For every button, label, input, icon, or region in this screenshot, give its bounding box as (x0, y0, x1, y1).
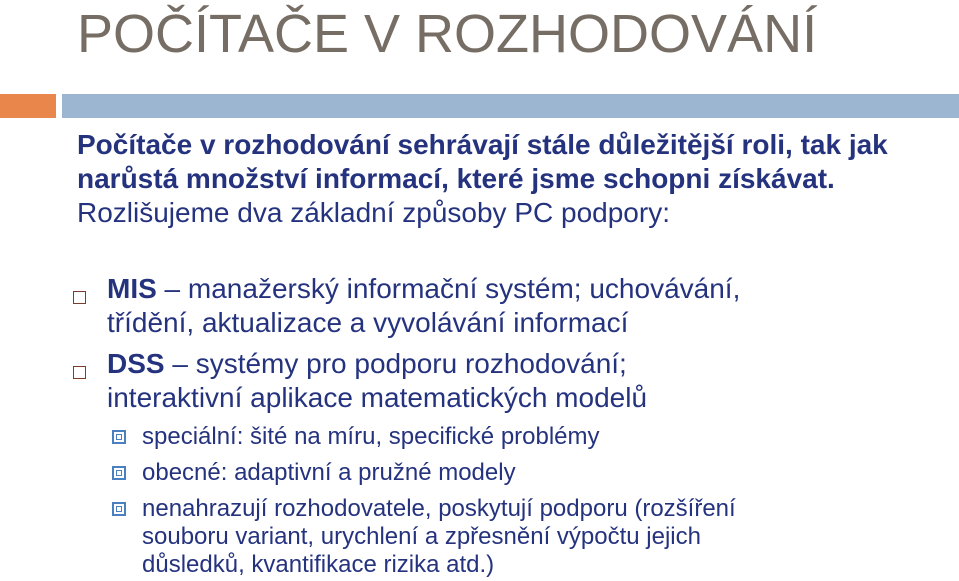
intro-normal-text: Rozlišujeme dva základní způsoby PC podpory: (77, 197, 670, 228)
slide-title: POČÍTAČE V ROZHODOVÁNÍ (77, 4, 818, 64)
bullet-square-icon (73, 366, 86, 379)
sub-bullet-square-icon (112, 430, 126, 444)
list-item-dss (107, 347, 647, 415)
dss-term: DSS (107, 348, 165, 379)
dss-desc-1: – systémy pro podporu rozhodování; (164, 348, 627, 379)
sub-bullet-square-icon (112, 502, 126, 516)
mis-line-1 (107, 272, 740, 306)
list-item-mis (107, 272, 740, 340)
sub-item-line: speciální: šité na míru, specifické problémy (142, 423, 600, 450)
sub-item-general (142, 459, 516, 487)
dss-line-1 (107, 347, 647, 381)
dss-line-2: interaktivní aplikace matematických modelů (107, 382, 648, 413)
mis-line-2: třídění, aktualizace a vyvolávání informací (107, 307, 629, 338)
sub-item-line: souboru variant, urychlení a zpřesnění výpočtu jejich (142, 523, 701, 550)
mis-desc-1: – manažerský informační systém; uchovávání, (156, 273, 741, 304)
sub-item-line: důsledků, kvantifikace rizika atd.) (142, 551, 495, 578)
sub-item-support (142, 495, 736, 579)
sub-bullet-square-icon (112, 466, 126, 480)
intro-paragraph (77, 128, 937, 230)
intro-bold-text: Počítače v rozhodování sehrávají stále důležitější roli, tak jak narůstá množství informací, které jsme schopni získávat. (77, 129, 888, 194)
bullet-square-icon (73, 291, 86, 304)
sub-item-special (142, 423, 600, 451)
sub-item-line: nenahrazují rozhodovatele, poskytují podporu (rozšíření (142, 495, 736, 522)
sub-item-line: obecné: adaptivní a pružné modely (142, 459, 516, 486)
accent-bar-orange (0, 94, 56, 118)
accent-bar-blue (62, 94, 959, 118)
mis-term: MIS (107, 273, 157, 304)
